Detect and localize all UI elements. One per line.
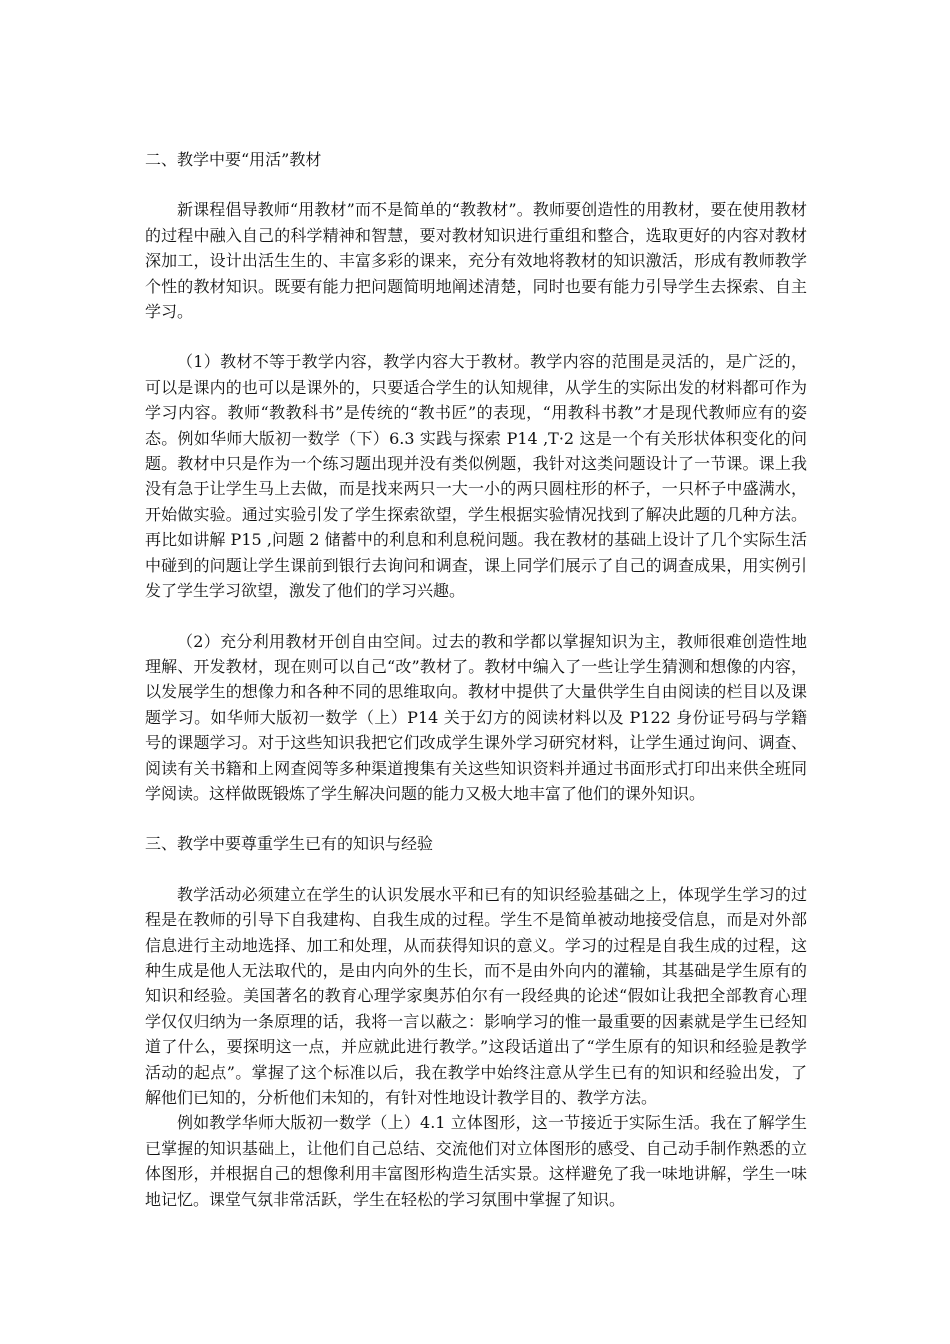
section-2-intro-paragraph: 新课程倡导教师“用教材”而不是简单的“教教材”。教师要创造性的用教材，要在使用教材的过程中融入自己的科学精神和智慧，要对教材知识进行重组和整合，选取更好的内容对教材深加工，设计出活生生的、丰富多彩的课来，充分有效地将教材的知识激活，形成有教师教学个性的教材知识。既要有能力把问题简明地阐述清楚，同时也要有能力引导学生去探索、自主学习。 (145, 200, 807, 322)
section-2-heading: 二、教学中要“用活”教材 (145, 150, 322, 169)
section-3-heading: 三、教学中要尊重学生已有的知识与经验 (145, 834, 434, 854)
section-2-point-2-paragraph: （2）充分利用教材开创自由空间。过去的教和学都以掌握知识为主，教师很难创造性地理解、开发教材，现在则可以自己“改”教材了。教材中编入了一些让学生猜测和想像的内容，以发展学生的想像力和各种不同的思维取向。教材中提供了大量供学生自由阅读的栏目以及课题学习。如华师大版初一数学（上）P14 关于幻方的阅读材料以及 P122 身份证号码与学籍号的课题学习。对于这些知识我把它们改成学生课外学习研究材料，让学生通过询问、调查、阅读有关书籍和上网查阅等多种渠道搜集有关这些知识资料并通过书面形式打印出来供全班同学阅读。这样做既锻炼了学生解决问题的能力又极大地丰富了他们的课外知识。 (145, 631, 807, 803)
section-3-paragraph-2: 例如教学华师大版初一数学（上）4.1 立体图形，这一节接近于实际生活。我在了解学生已掌握的知识基础上，让他们自己总结、交流他们对立体图形的感受、自己动手制作熟悉的立体图形，并根据自己的想像利用丰富图形构造生活实景。这样避免了我一味地讲解，学生一味地记忆。课堂气氛非常活跃，学生在轻松的学习氛围中掌握了知识。 (145, 1113, 807, 1209)
section-3-paragraph-1: 教学活动必须建立在学生的认识发展水平和已有的知识经验基础之上，体现学生学习的过程是在教师的引导下自我建构、自我生成的过程。学生不是简单被动地接受信息，而是对外部信息进行主动地选择、加工和处理，从而获得知识的意义。学习的过程是自我生成的过程，这种生成是他人无法取代的，是由内向外的生长，而不是由外向内的灌输，其基础是学生原有的知识和经验。美国著名的教育心理学家奥苏伯尔有一段经典的论述“假如让我把全部教育心理学仅仅归纳为一条原理的话，我将一言以蔽之：影响学习的惟一最重要的因素就是学生已经知道了什么，要探明这一点，并应就此进行教学。”这段话道出了“学生原有的知识和经验是教学活动的起点”。掌握了这个标准以后，我在教学中始终注意从学生已有的知识和经验出发，了解他们已知的，分析他们未知的，有针对性地设计教学目的、教学方法。 (145, 884, 807, 1107)
document-body (145, 147, 807, 1212)
section-2-point-1-paragraph: （1）教材不等于教学内容，教学内容大于教材。教学内容的范围是灵活的，是广泛的，可以是课内的也可以是课外的，只要适合学生的认知规律，从学生的实际出发的材料都可作为学习内容。教师“教教科书”是传统的“教书匠”的表现，“用教科书教”才是现代教师应有的姿态。例如华师大版初一数学（下）6.3 实践与探索 P14 ,T·2 这是一个有关形状体积变化的问题。教材中只是作为一个练习题出现并没有类似例题，我针对这类问题设计了一节课。课上我没有急于让学生马上去做，而是找来两只一大一小的两只圆柱形的杯子，一只杯子中盛满水，开始做实验。通过实验引发了学生探索欲望，学生根据实验情况找到了解决此题的几种方法。再比如讲解 P15 ,问题 2 储蓄中的利息和利息税问题。我在教材的基础上设计了几个实际生活中碰到的问题让学生课前到银行去询问和调查，课上同学们展示了自己的调查成果，用实例引发了学生学习欲望，激发了他们的学习兴趣。 (145, 352, 807, 601)
